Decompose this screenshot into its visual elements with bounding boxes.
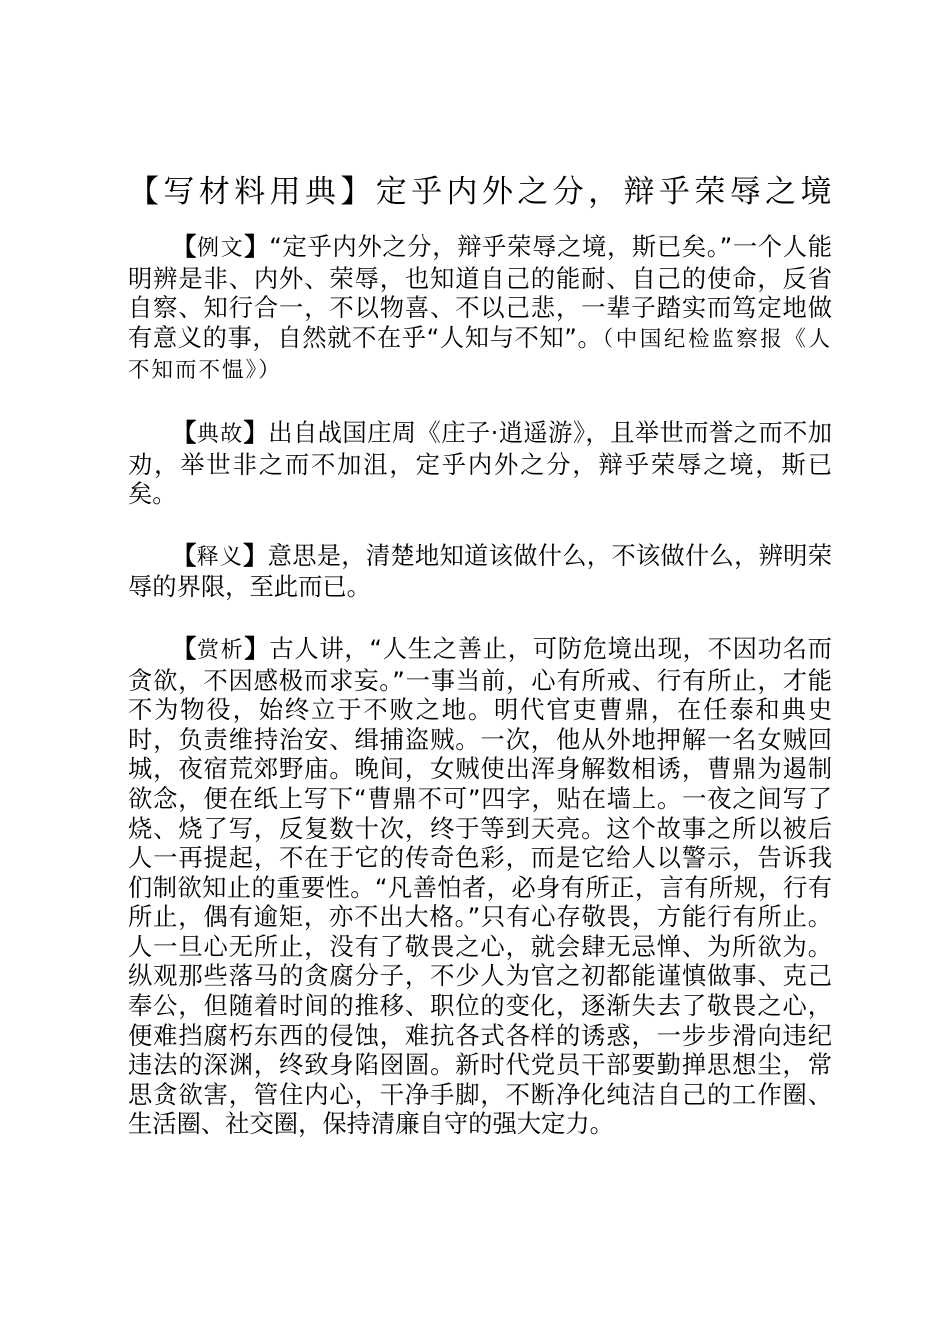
tag-bracket-close: 】 (243, 540, 268, 570)
section-tag-example: 例文 (196, 236, 245, 261)
tag-bracket-open: 【 (172, 633, 197, 663)
section-body-example: “定乎内外之分，辩乎荣辱之境，斯已矣。”一个人能明辨是非、内外、荣辱，也知道自己的能耐、自己的使命，反省自察、知行合一，不以物喜、不以己悲，一辈子踏实而笃定地做有意义的事，自然就不在乎“人知与不知”。 (128, 232, 833, 352)
tag-bracket-open: 【 (172, 232, 197, 261)
section-body-allusion: 出自战国庄周《庄子·逍遥游》，且举世而誉之而不加劝，举世非之而不加沮，定乎内外之分，辩乎荣辱之境，斯已矣。 (128, 417, 833, 509)
document-page (128, 170, 832, 1171)
section-example (128, 232, 832, 386)
tag-bracket-close: 】 (244, 232, 270, 261)
tag-bracket-close: 】 (243, 417, 269, 447)
section-tag-meaning: 释义 (196, 544, 244, 570)
section-body-meaning: 意思是，清楚地知道该做什么，不该做什么，辨明荣辱的界限，至此而已。 (128, 540, 833, 602)
tag-bracket-open: 【 (172, 417, 197, 447)
tag-bracket-close: 】 (244, 633, 270, 663)
section-appreciation (128, 634, 832, 1139)
section-body-appreciation: 古人讲，“人生之善止，可防危境出现，不因功名而贪欲，不因感极而求妄。”一事当前，心有所戒、行有所止，才能不为物役，始终立于不败之地。明代官吏曹鼎，在任泰和典史时，负责维持治安、缉捕盗贼。一次，他从外地押解一名女贼回城，夜宿荒郊野庙。晚间，女贼使出浑身解数相诱，曹鼎为遏制欲念，便在纸上写下“曹鼎不可”四字，贴在墙上。一夜之间写了烧、烧了写，反复数十次，终于等到天亮。这个故事之所以被后人一再提起，不在于它的传奇色彩，而是它给人以警示，告诉我们制欲知止的重要性。“凡善怕者，必身有所正，言有所规，行有所止，偶有逾矩，亦不出大格。”只有心存敬畏，方能行有所止。人一旦心无所止，没有了敬畏之心，就会肆无忌惮、为所欲为。纵观那些落马的贪腐分子，不少人为官之初都能谨慎做事、克己奉公，但随着时间的推移、职位的变化，逐渐失去了敬畏之心，便难挡腐朽东西的侵蚀，难抗各式各样的诱惑，一步步滑向违纪违法的深渊，终致身陷囹圄。新时代党员干部要勤掸思想尘，常思贪欲害，管住内心，干净手脚，不断净化纯洁自己的工作圈、生活圈、社交圈，保持清廉自守的强大定力。 (128, 633, 832, 1139)
section-meaning (128, 541, 832, 602)
section-tag-appreciation: 赏析 (197, 637, 245, 663)
section-source-example: （中国纪检监察报《人不知而不愠》） (128, 326, 832, 384)
section-tag-allusion: 典故 (196, 421, 244, 447)
tag-bracket-open: 【 (172, 540, 197, 570)
section-allusion (128, 418, 832, 509)
page-title: 【写材料用典】定乎内外之分，辩乎荣辱之境 (128, 174, 832, 210)
